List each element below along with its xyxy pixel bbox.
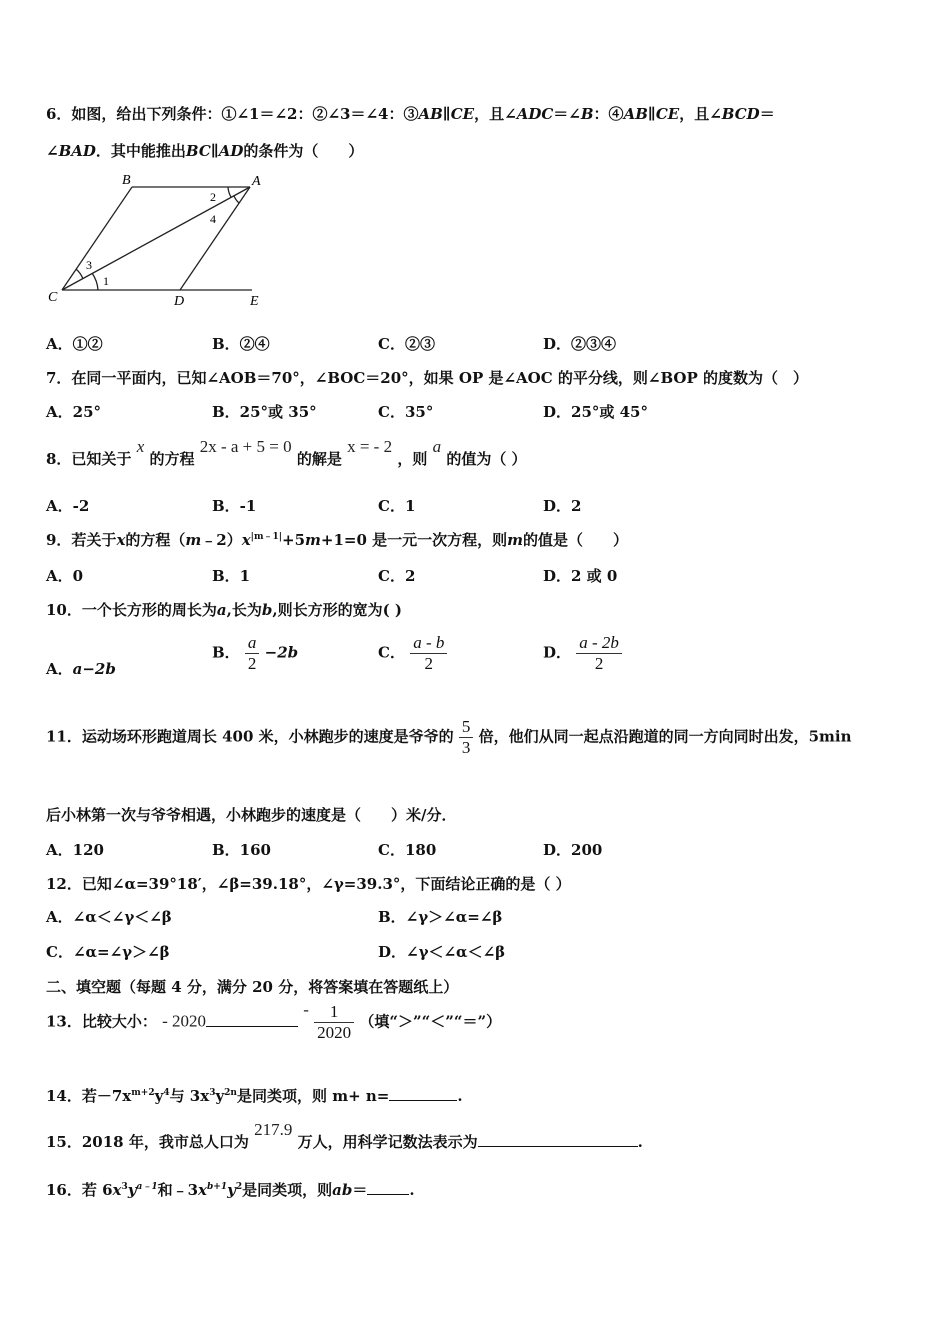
q10-option-b[interactable]: B． $\frac{a}{2}$ −2b: [212, 633, 299, 673]
q16-answer-blank[interactable]: [367, 1180, 409, 1195]
label-B: B: [122, 173, 131, 188]
q7-text: 7．在同一平面内，已知∠AOB＝70°，∠BOC＝20°，如果 OP 是∠AOC 的平分线，则∠BOP 的度数为（ ）: [46, 369, 808, 387]
q6-option-c[interactable]: C．②③: [378, 335, 435, 353]
q13-text: 13．比较大小： - 2020 - $\frac{1}{2020}$ （填“＞”“＜”“＝”）: [46, 999, 502, 1042]
q9-option-b[interactable]: B．1: [212, 567, 251, 585]
q12-option-a[interactable]: A．∠α＜∠γ＜∠β: [46, 908, 172, 926]
q7-option-d[interactable]: D．25°或 45°: [543, 403, 648, 421]
label-angle-2: 2: [210, 190, 216, 204]
q11-fraction: $\frac{5}{3}$: [459, 717, 474, 758]
q8-option-d[interactable]: D．2: [543, 497, 582, 515]
angle-arc-4: [234, 196, 239, 203]
q6-option-d[interactable]: D．②③④: [543, 335, 617, 353]
label-D: D: [174, 294, 185, 309]
angle-arc-1: [92, 273, 98, 290]
label-angle-4: 4: [210, 212, 216, 226]
q9-text: 9．若关于x的方程$(m﹣2)x^{|m﹣1|}+5m+1=0$ 是一元一次方程，则m的值是（ ）: [46, 531, 629, 549]
q10-d-fraction: $\frac{a - 2b}{2}$: [576, 633, 622, 674]
q6-option-b[interactable]: B．②④: [212, 335, 270, 353]
label-C: C: [48, 290, 58, 305]
q11-option-a[interactable]: A．120: [46, 841, 104, 859]
q12-option-d[interactable]: D．∠γ＜∠α＜∠β: [378, 943, 506, 961]
q7-option-a[interactable]: A．25°: [46, 403, 102, 421]
section-heading-fill-blank: 二、填空题（每题 4 分，满分 20 分，将答案填在答题纸上）: [46, 978, 459, 996]
q7-option-c[interactable]: C．35°: [378, 403, 434, 421]
q12-option-b[interactable]: B．∠γ＞∠α=∠β: [378, 908, 503, 926]
label-angle-3: 3: [86, 258, 92, 272]
q13-fraction: $\frac{1}{2020}$: [314, 1002, 354, 1043]
q11-option-c[interactable]: C．180: [378, 841, 437, 859]
q14-text: 14．若$-7x^{m+2}y^4$与 $3x^3y^{2n}$是同类项，则 m+ n= .: [46, 1087, 463, 1105]
q11-option-d[interactable]: D．200: [543, 841, 603, 859]
segment-CA: [62, 187, 250, 290]
label-angle-1: 1: [103, 274, 109, 288]
q6-line2: ∠BAD．其中能推出BC∥AD的条件为（ ）: [46, 142, 364, 160]
q10-b-fraction: $\frac{a}{2}$: [245, 633, 260, 674]
q11-line2: 后小林第一次与爷爷相遇，小林跑步的速度是（ ）米/分．: [46, 806, 457, 824]
q10-option-c[interactable]: C． $\frac{a - b}{2}$: [378, 633, 447, 674]
label-A: A: [252, 174, 261, 189]
q10-option-d[interactable]: D． $\frac{a - 2b}{2}$: [543, 633, 622, 674]
angle-arc-2: [228, 187, 231, 197]
q6-line1: 6．如图，给出下列条件：①∠1＝∠2：②∠3＝∠4：③AB∥CE，且∠ADC＝∠B：④AB∥CE，且∠BCD＝: [46, 105, 775, 123]
q11-line1: 11．运动场环形跑道周长 400 米，小林跑步的速度是爷爷的 $\frac{5}{3}$ 倍，他们从同一起点沿跑道的同一方向同时出发，5min: [46, 717, 852, 757]
q9-option-d[interactable]: D．2 或 0: [543, 567, 618, 585]
segment-BC: [62, 187, 132, 290]
label-E: E: [250, 294, 259, 309]
q10-text: 10．一个长方形的周长为a,长为b,则长方形的宽为( ): [46, 601, 402, 619]
q11-option-b[interactable]: B．160: [212, 841, 271, 859]
q9-option-a[interactable]: A．0: [46, 567, 84, 585]
q8-text: 8．已知关于 x 的方程 2x - a + 5 = 0 的解是 x = - 2 ，则 a 的值为（ ）: [46, 437, 527, 468]
q12-option-c[interactable]: C．∠α=∠γ＞∠β: [46, 943, 170, 961]
q8-option-c[interactable]: C．1: [378, 497, 416, 515]
q10-option-a[interactable]: A．a−2b: [46, 660, 116, 678]
q12-text: 12．已知∠α=39°18′，∠β=39.18°，∠γ=39.3°，下面结论正确的是（ ）: [46, 875, 571, 893]
q10-c-fraction: $\frac{a - b}{2}$: [410, 633, 447, 674]
q15-answer-blank[interactable]: [478, 1132, 638, 1147]
q6-geometry-figure: [40, 168, 280, 313]
angle-arc-3: [76, 269, 83, 279]
q8-option-b[interactable]: B．-1: [212, 497, 257, 515]
q9-option-c[interactable]: C．2: [378, 567, 416, 585]
q13-answer-blank[interactable]: [206, 1012, 298, 1027]
q8-solution: x = - 2: [347, 437, 393, 456]
q8-option-a[interactable]: A．-2: [46, 497, 90, 515]
q8-equation: 2x - a + 5 = 0: [199, 437, 292, 456]
q16-text: 16．若 $6x^3y^{a﹣1}$和$﹣3x^{b+1}y^2$是同类项，则ab＝ .: [46, 1181, 415, 1199]
q6-option-a[interactable]: A．①②: [46, 335, 103, 353]
q7-option-b[interactable]: B．25°或 35°: [212, 403, 317, 421]
q14-answer-blank[interactable]: [389, 1086, 457, 1101]
q15-text: 15．2018 年，我市总人口为 217.9 万人，用科学记数法表示为 .: [46, 1120, 643, 1151]
